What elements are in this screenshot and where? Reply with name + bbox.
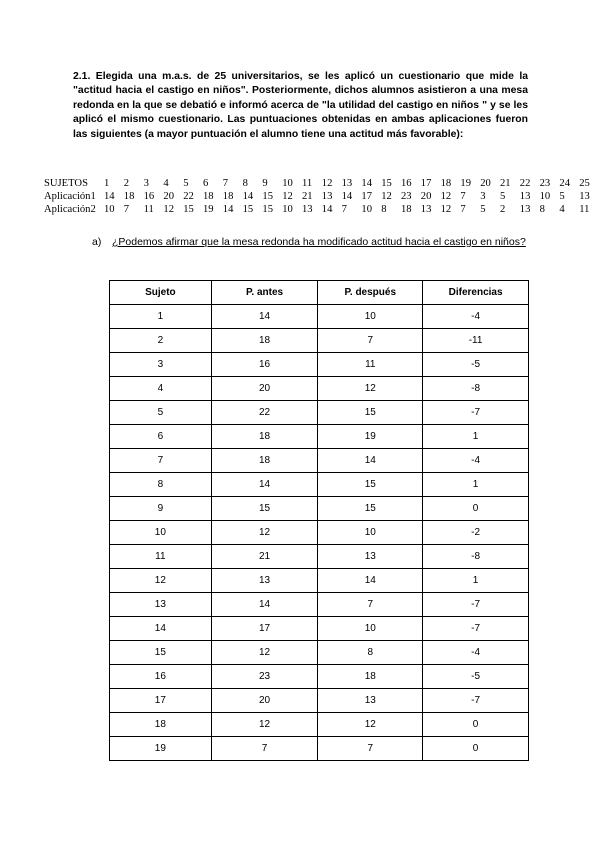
raw-data-value: 16 [401,178,412,189]
raw-data-value: 13 [519,204,531,215]
cell-p-antes: 14 [211,473,318,497]
cell-sujeto: 19 [110,737,212,761]
raw-data-value: 13 [341,178,353,189]
cell-diferencias: -2 [423,521,529,545]
table-row [110,449,529,473]
raw-data-value: 15 [242,204,254,215]
raw-data-block [44,178,590,217]
raw-data-value: 7 [123,204,130,215]
raw-data-value: 7 [460,204,466,215]
cell-sujeto: 12 [110,569,212,593]
cell-p-antes: 18 [211,449,318,473]
table-row [110,497,529,521]
table-row [110,641,529,665]
table-row [110,521,529,545]
raw-data-value: 10 [539,191,551,202]
cell-p-antes: 7 [211,737,318,761]
cell-diferencias: -4 [423,641,529,665]
cell-sujeto: 2 [110,329,212,353]
raw-data-value: 5 [559,191,565,202]
raw-data-value: 3 [480,191,486,202]
table-row [110,425,529,449]
raw-data-value: 19 [203,204,214,215]
raw-data-value: 8 [381,204,387,215]
cell-p-antes: 16 [211,353,318,377]
raw-data-label: Aplicación1 [44,191,96,202]
cell-diferencias: -4 [423,305,529,329]
raw-data-value: 16 [143,191,155,202]
raw-data-value: 20 [480,178,491,189]
cell-p-despues: 13 [318,545,423,569]
header-p-despues: P. después [318,281,423,305]
cell-diferencias: -11 [423,329,529,353]
raw-data-value: 12 [440,191,452,202]
cell-p-antes: 22 [211,401,318,425]
cell-p-despues: 15 [318,473,423,497]
cell-p-antes: 18 [211,425,318,449]
cell-p-despues: 10 [318,521,423,545]
raw-data-row [44,204,590,217]
cell-sujeto: 17 [110,689,212,713]
table-row [110,737,529,761]
raw-data-value: 1 [104,178,110,189]
raw-data-value: 13 [302,204,313,215]
cell-p-despues: 8 [318,641,423,665]
cell-p-despues: 15 [318,401,423,425]
cell-p-antes: 13 [211,569,318,593]
table-row [110,353,529,377]
cell-p-antes: 14 [211,305,318,329]
cell-sujeto: 4 [110,377,212,401]
raw-data-value: 10 [282,204,293,215]
cell-p-antes: 12 [211,713,318,737]
raw-data-value: 4 [163,178,169,189]
raw-data-value: 14 [341,191,353,202]
raw-data-value: 18 [123,191,135,202]
raw-data-value: 5 [500,191,506,202]
table-row [110,401,529,425]
raw-data-value: 12 [321,178,333,189]
raw-data-value: 15 [262,191,273,202]
raw-data-value: 7 [341,204,347,215]
raw-data-value: 13 [519,191,531,202]
cell-p-despues: 14 [318,449,423,473]
raw-data-value: 23 [401,191,412,202]
raw-data-value: 18 [222,191,234,202]
cell-p-antes: 23 [211,665,318,689]
cell-sujeto: 8 [110,473,212,497]
raw-data-value: 4 [559,204,565,215]
raw-data-value: 2 [123,178,130,189]
raw-data-value: 12 [282,191,293,202]
raw-data-value: 12 [381,191,392,202]
raw-data-value: 18 [401,204,412,215]
cell-p-despues: 12 [318,377,423,401]
table-row [110,593,529,617]
cell-sujeto: 10 [110,521,212,545]
header-diferencias: Diferencias [423,281,529,305]
cell-p-despues: 14 [318,569,423,593]
paired-scores-table [109,280,529,761]
cell-sujeto: 1 [110,305,212,329]
cell-p-antes: 18 [211,329,318,353]
raw-data-value: 10 [361,204,372,215]
cell-sujeto: 3 [110,353,212,377]
problem-statement: 2.1. Elegida una m.a.s. de 25 universitarios, se les aplicó un cuestionario que mide la "actitud hacia el castigo en niños". Posteriormente, dichos alumnos asistieron a una mesa redonda en la que se debatió e informó acerca de "la utilidad del castigo en niños " y se les aplicó el mismo cuestionario. Las puntuaciones obtenidas en ambas aplicaciones fueron las siguientes (a mayor puntuación el alumno tiene una actitud más favorable): [73,71,528,140]
raw-data-value: 10 [104,204,115,215]
raw-data-value: 14 [321,204,333,215]
raw-data-value: 24 [559,178,570,189]
table-row [110,617,529,641]
raw-data-value: 11 [143,204,154,215]
raw-data-value: 14 [222,204,234,215]
raw-data-value: 17 [361,191,372,202]
raw-data-value: 19 [460,178,471,189]
raw-data-label: Aplicación2 [44,204,96,215]
cell-sujeto: 5 [110,401,212,425]
raw-data-value: 21 [500,178,511,189]
cell-diferencias: 1 [423,473,529,497]
cell-diferencias: 0 [423,713,529,737]
cell-p-antes: 12 [211,521,318,545]
cell-p-despues: 7 [318,329,423,353]
raw-data-value: 20 [163,191,174,202]
raw-data-value: 8 [539,204,545,215]
raw-data-value: 22 [183,191,194,202]
cell-p-despues: 10 [318,617,423,641]
cell-diferencias: -7 [423,593,529,617]
cell-diferencias: 1 [423,569,529,593]
raw-data-value: 11 [579,204,590,215]
raw-data-label: SUJETOS [44,178,88,189]
cell-p-despues: 12 [318,713,423,737]
raw-data-row [44,191,590,204]
raw-data-value: 25 [579,178,590,189]
cell-diferencias: -7 [423,401,529,425]
raw-data-value: 10 [282,178,293,189]
raw-data-value: 12 [163,204,174,215]
cell-p-antes: 15 [211,497,318,521]
cell-diferencias: 1 [423,425,529,449]
table-row [110,329,529,353]
cell-sujeto: 9 [110,497,212,521]
cell-diferencias: 0 [423,737,529,761]
cell-sujeto: 7 [110,449,212,473]
cell-diferencias: -8 [423,377,529,401]
raw-data-value: 7 [222,178,229,189]
raw-data-value: 18 [440,178,452,189]
raw-data-value: 2 [500,204,506,215]
cell-p-despues: 15 [318,497,423,521]
raw-data-value: 8 [242,178,248,189]
raw-data-value: 5 [183,178,189,189]
raw-data-value: 18 [203,191,214,202]
cell-p-despues: 10 [318,305,423,329]
table-row [110,689,529,713]
raw-data-value: 14 [242,191,254,202]
header-p-antes: P. antes [211,281,318,305]
cell-sujeto: 15 [110,641,212,665]
raw-data-value: 11 [302,178,313,189]
cell-sujeto: 18 [110,713,212,737]
raw-data-value: 20 [420,191,432,202]
cell-p-despues: 19 [318,425,423,449]
cell-sujeto: 14 [110,617,212,641]
cell-p-antes: 12 [211,641,318,665]
header-sujeto: Sujeto [110,281,212,305]
table-row [110,377,529,401]
cell-p-antes: 17 [211,617,318,641]
raw-data-value: 14 [361,178,372,189]
raw-data-row [44,178,590,191]
raw-data-value: 14 [104,191,115,202]
raw-data-value: 15 [381,178,392,189]
cell-diferencias: -5 [423,665,529,689]
raw-data-value: 23 [539,178,551,189]
cell-sujeto: 6 [110,425,212,449]
cell-p-antes: 21 [211,545,318,569]
raw-data-value: 13 [321,191,333,202]
table-row [110,665,529,689]
table-row [110,305,529,329]
raw-data-value: 15 [262,204,273,215]
cell-diferencias: -7 [423,617,529,641]
cell-diferencias: -8 [423,545,529,569]
table-row [110,713,529,737]
raw-data-value: 13 [420,204,432,215]
cell-diferencias: -4 [423,449,529,473]
cell-sujeto: 13 [110,593,212,617]
raw-data-value: 22 [519,178,531,189]
raw-data-value: 13 [579,191,590,202]
cell-sujeto: 11 [110,545,212,569]
question-text: ¿Podemos afirmar que la mesa redonda ha modificado actitud hacia el castigo en niños? [112,236,526,248]
raw-data-value: 21 [302,191,313,202]
cell-p-despues: 18 [318,665,423,689]
raw-data-value: 15 [183,204,194,215]
table-row [110,473,529,497]
cell-diferencias: 0 [423,497,529,521]
raw-data-value: 7 [460,191,466,202]
raw-data-value: 9 [262,178,268,189]
table-row [110,545,529,569]
cell-p-antes: 20 [211,377,318,401]
cell-sujeto: 16 [110,665,212,689]
raw-data-value: 17 [420,178,432,189]
cell-p-despues: 13 [318,689,423,713]
cell-p-antes: 20 [211,689,318,713]
cell-diferencias: -5 [423,353,529,377]
cell-p-despues: 7 [318,737,423,761]
cell-p-despues: 7 [318,593,423,617]
cell-p-antes: 14 [211,593,318,617]
question-marker: a) [92,236,102,248]
raw-data-value: 3 [143,178,149,189]
cell-diferencias: -7 [423,689,529,713]
raw-data-value: 12 [440,204,452,215]
table-header-row [110,281,529,305]
raw-data-value: 6 [203,178,209,189]
cell-p-despues: 11 [318,353,423,377]
table-row [110,569,529,593]
raw-data-value: 5 [480,204,486,215]
